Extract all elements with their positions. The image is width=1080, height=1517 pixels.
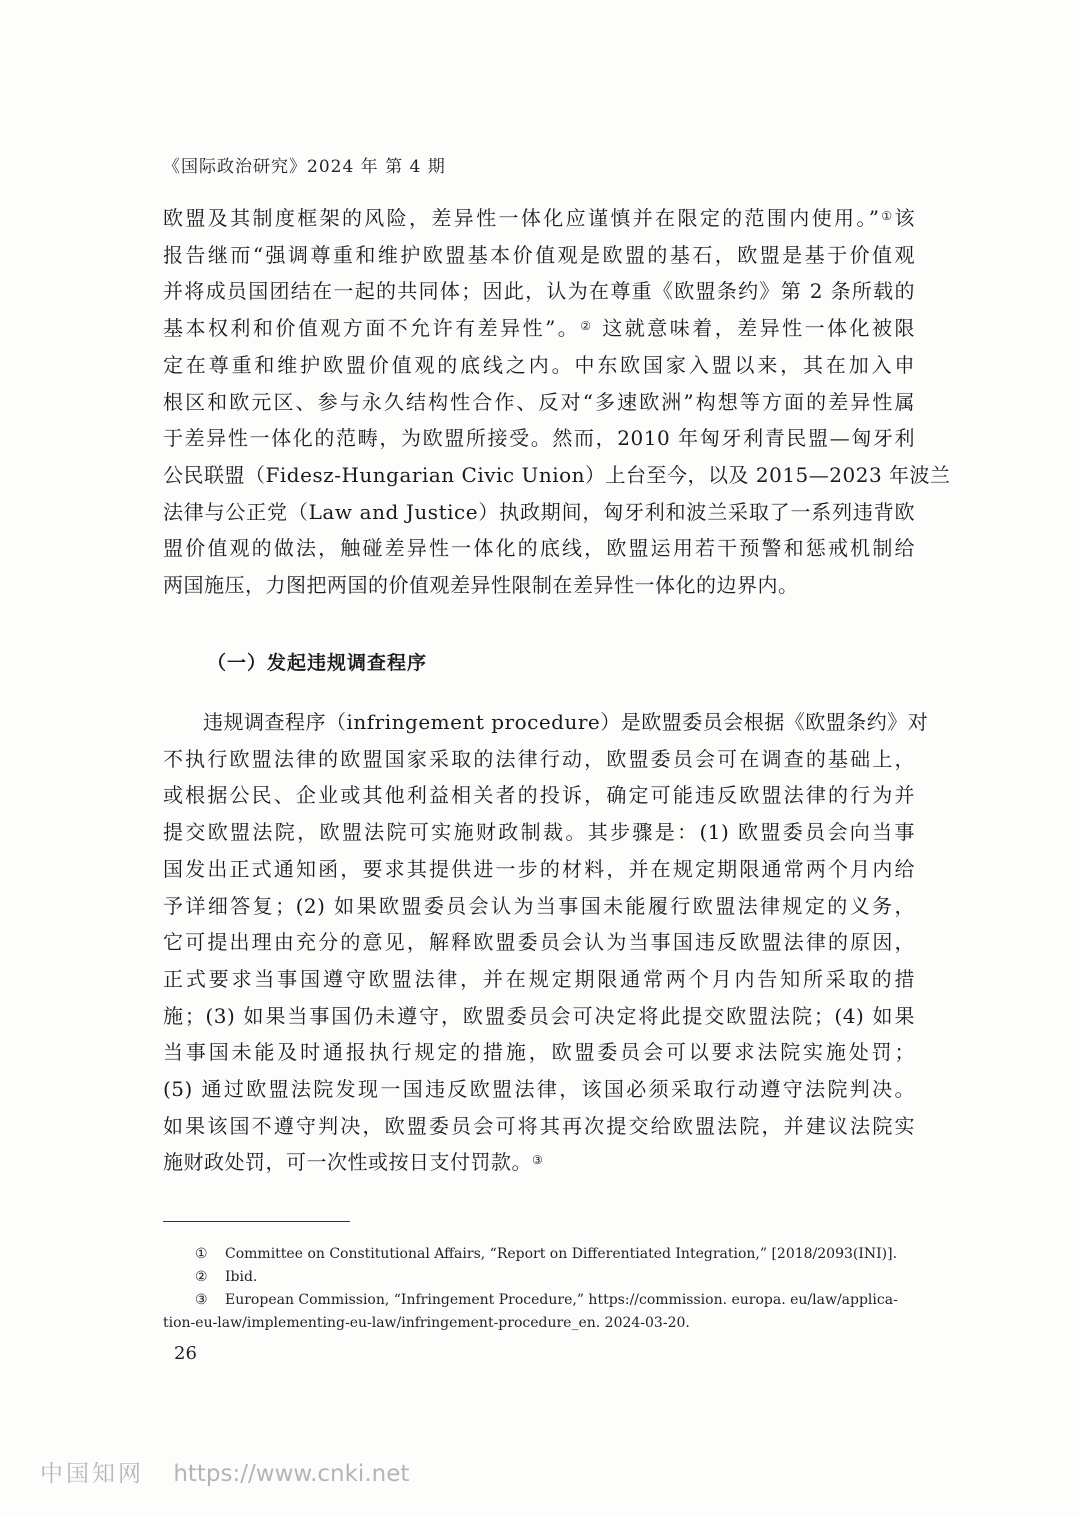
body-paragraph-2 xyxy=(163,704,929,1181)
footnote-mark: ③ xyxy=(195,1292,208,1308)
text-line: 国发出正式通知函，要求其提供进一步的材料，并在规定期限通常两个月内给 xyxy=(163,856,915,881)
text-line: 当事国未能及时通报执行规定的措施，欧盟委员会可以要求法院实施处罚； xyxy=(163,1040,915,1065)
text-line: 违规调查程序（infringement procedure）是欧盟委员会根据《欧盟条约》对 xyxy=(203,710,929,734)
footnote-text: European Commission, “Infringement Procedure,” https://commission. europa. eu/law/applica- xyxy=(225,1292,898,1308)
footnote-1 xyxy=(163,1243,915,1266)
text-line: 施；(3) 如果当事国仍未遵守，欧盟委员会可决定将此提交欧盟法院；(4) 如果 xyxy=(163,1003,915,1028)
footnote-mark: ① xyxy=(195,1246,208,1262)
text-line: 并将成员国团结在一起的共同体；因此，认为在尊重《欧盟条约》第 2 条所载的 xyxy=(163,279,915,304)
text-line: 或根据公民、企业或其他利益相关者的投诉，确定可能违反欧盟法律的行为并 xyxy=(163,783,915,808)
text-line: 盟价值观的做法，触碰差异性一体化的底线，欧盟运用若干预警和惩戒机制给 xyxy=(163,536,915,561)
text-line: 欧盟及其制度框架的风险，差异性一体化应谨慎并在限定的范围内使用。”①该 xyxy=(163,206,915,230)
text-line: 正式要求当事国遵守欧盟法律，并在规定期限通常两个月内告知所采取的措 xyxy=(163,966,915,991)
watermark-brand: 中国知网 xyxy=(40,1461,144,1487)
footnote-3 xyxy=(163,1289,915,1312)
running-header: 《国际政治研究》2024 年 第 4 期 xyxy=(163,157,446,177)
text-line: 报告继而“强调尊重和维护欧盟基本价值观是欧盟的基石，欧盟是基于价值观 xyxy=(163,242,915,267)
text-line: 予详细答复；(2) 如果欧盟委员会认为当事国未能履行欧盟法律规定的义务， xyxy=(163,893,915,918)
text-line: 于差异性一体化的范畴，为欧盟所接受。然而，2010 年匈牙利青民盟—匈牙利 xyxy=(163,426,915,451)
footnote-ref-1[interactable]: ① xyxy=(879,209,895,223)
text-line: 两国施压，力图把两国的价值观差异性限制在差异性一体化的边界内。 xyxy=(163,573,799,598)
footnote-2 xyxy=(163,1266,915,1289)
text-line: 基本权利和价值观方面不允许有差异性”。② 这就意味着，差异性一体化被限 xyxy=(163,316,915,341)
footnote-ref-2[interactable]: ② xyxy=(580,319,594,334)
text-line: 法律与公正党（Law and Justice）执政期间，匈牙利和波兰采取了一系列违背欧 xyxy=(163,499,915,524)
body-paragraph-1 xyxy=(163,200,951,604)
section-heading: （一）发起违规调查程序 xyxy=(207,652,428,674)
page-number: 26 xyxy=(174,1343,197,1364)
text-line: 如果该国不遵守判决，欧盟委员会可将其再次提交给欧盟法院，并建议法院实 xyxy=(163,1113,915,1138)
text-line: 施财政处罚，可一次性或按日支付罚款。③ xyxy=(163,1150,544,1175)
footnotes xyxy=(163,1243,915,1335)
text-line: 根区和欧元区、参与永久结构性合作、反对“多速欧洲”构想等方面的差异性属 xyxy=(163,389,915,414)
text-line: 公民联盟（Fidesz-Hungarian Civic Union）上台至今，以及 2015—2023 年波兰 xyxy=(163,462,951,487)
text-line: 不执行欧盟法律的欧盟国家采取的法律行动，欧盟委员会可在调查的基础上， xyxy=(163,746,915,771)
footnote-text: Committee on Constitutional Affairs, “Report on Differentiated Integration,” [2018/2093(INI)]. xyxy=(225,1246,898,1262)
footnote-mark: ② xyxy=(195,1269,208,1285)
footnote-continuation: tion-eu-law/implementing-eu-law/infringement-procedure_en. 2024-03-20. xyxy=(163,1315,690,1331)
footnote-text: Ibid. xyxy=(225,1269,258,1285)
footnote-ref-3[interactable]: ③ xyxy=(532,1153,544,1168)
footnote-divider xyxy=(163,1221,350,1222)
text-line: (5) 通过欧盟法院发现一国违反欧盟法律，该国必须采取行动遵守法院判决。 xyxy=(163,1077,915,1102)
watermark-url[interactable]: https://www.cnki.net xyxy=(173,1461,410,1487)
watermark xyxy=(40,1455,409,1488)
text-line: 定在尊重和维护欧盟价值观的底线之内。中东欧国家入盟以来，其在加入申 xyxy=(163,352,915,377)
text-line: 它可提出理由充分的意见，解释欧盟委员会认为当事国违反欧盟法律的原因， xyxy=(163,930,915,955)
text-line: 提交欧盟法院，欧盟法院可实施财政制裁。其步骤是：(1) 欧盟委员会向当事 xyxy=(163,820,915,845)
